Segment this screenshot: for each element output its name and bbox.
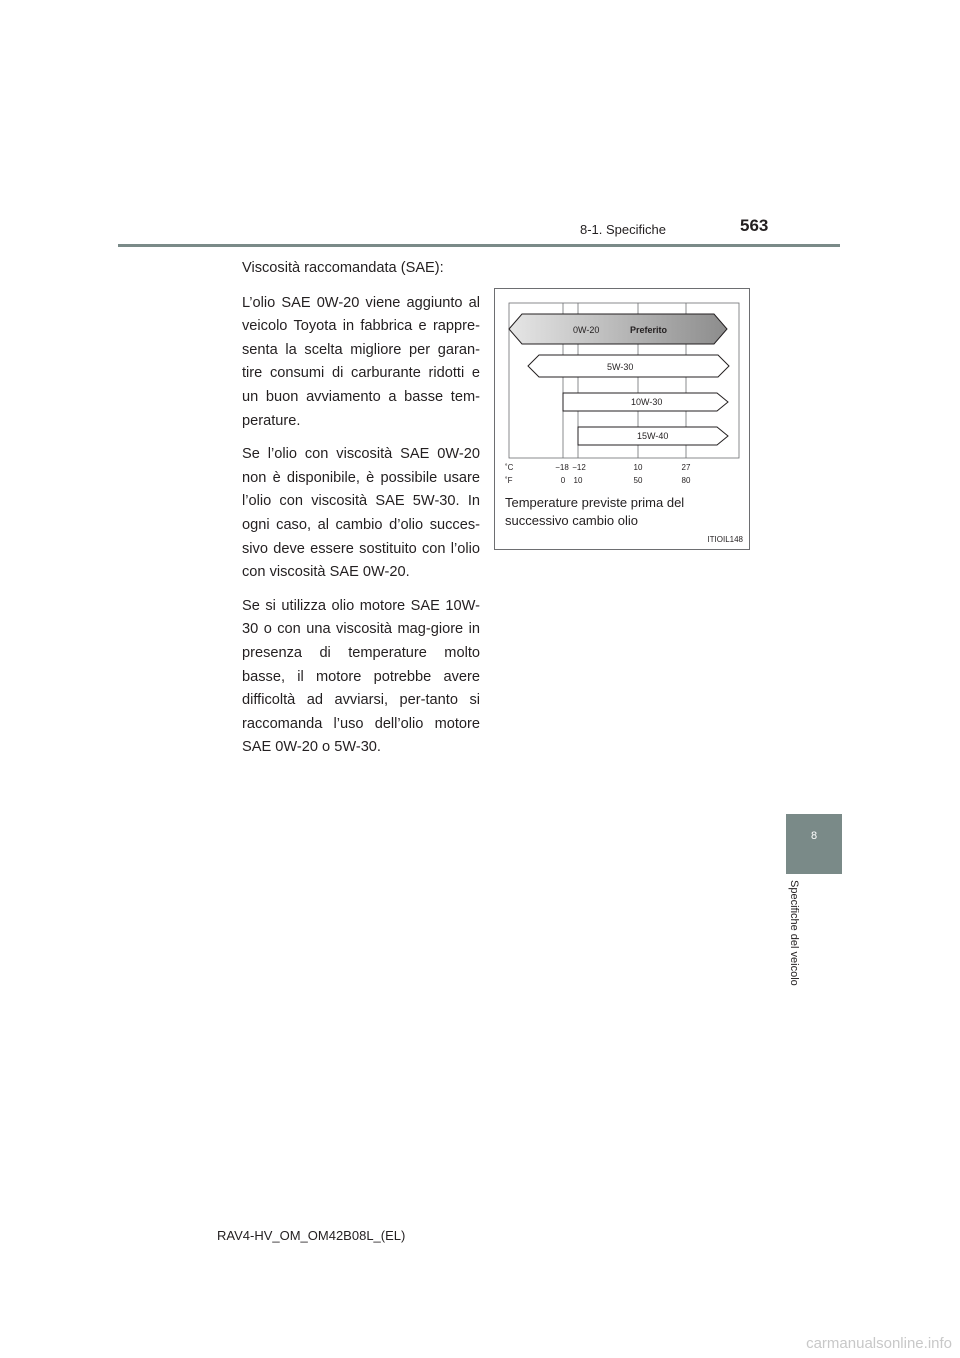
section-title: 8-1. Specifiche — [580, 222, 666, 237]
bar-15w40-grade: 15W-40 — [637, 431, 669, 441]
caption-line-2: successivo cambio olio — [505, 513, 638, 528]
bar-0w20 — [509, 314, 727, 344]
figure-id: ITIOIL148 — [707, 535, 743, 544]
figure-caption — [505, 494, 684, 530]
paragraph-1: L’olio SAE 0W-20 viene aggiunto al veicolo Toyota in fabbrica e rappre-senta la scelta migliore per garan-tire consumi di carburante ridotti e un buon avviamento a basse tem-perature. — [242, 294, 480, 429]
tick-c: 27 — [681, 463, 691, 472]
paragraph-3: Se si utilizza olio motore SAE 10W-30 o con una viscosità mag-giore in presenza di temperature molto basse, il motore potrebbe avere difficoltà ad avviarsi, per-tanto si raccomanda l’uso dell’olio motore SAE 0W-20 o 5W-30. — [242, 597, 480, 756]
tick-c: 10 — [633, 463, 643, 472]
page-number: 563 — [740, 216, 769, 235]
caption-line-1: Temperature previste prima del — [505, 495, 685, 510]
bar-0w20-label: Preferito — [630, 325, 668, 335]
tick-f: 80 — [681, 476, 691, 485]
tick-f: 50 — [633, 476, 643, 485]
chapter-label-text: Specifiche del veicolo — [788, 880, 800, 986]
bar-5w30-grade: 5W-30 — [607, 362, 634, 372]
paragraph-2: Se l’olio con viscosità SAE 0W-20 non è disponibile, è possibile usare l’olio con viscosità SAE 5W-30. In ogni caso, al cambio d’olio succes-sivo deve essere sostituito con l’olio con viscosità SAE 0W-20. — [242, 446, 480, 581]
tick-c: −12 — [572, 463, 586, 472]
tick-c: −18 — [555, 463, 569, 472]
header-rule — [118, 244, 840, 247]
chapter-tab — [786, 814, 842, 874]
body-text — [242, 257, 480, 770]
watermark: carmanualsonline.info — [806, 1335, 952, 1352]
chapter-label — [788, 880, 802, 1020]
bar-0w20-grade: 0W-20 — [573, 325, 600, 335]
unit-c: ˚C — [505, 463, 514, 472]
viscosity-figure — [494, 288, 750, 550]
footer-code: RAV4-HV_OM_OM42B08L_(EL) — [217, 1228, 406, 1243]
unit-f: ˚F — [505, 476, 513, 485]
chapter-number: 8 — [810, 830, 818, 842]
tick-f: 10 — [573, 476, 583, 485]
bar-10w30-grade: 10W-30 — [631, 397, 663, 407]
tick-f: 0 — [560, 476, 566, 485]
viscosity-heading: Viscosità raccomandata (SAE): — [242, 260, 444, 276]
